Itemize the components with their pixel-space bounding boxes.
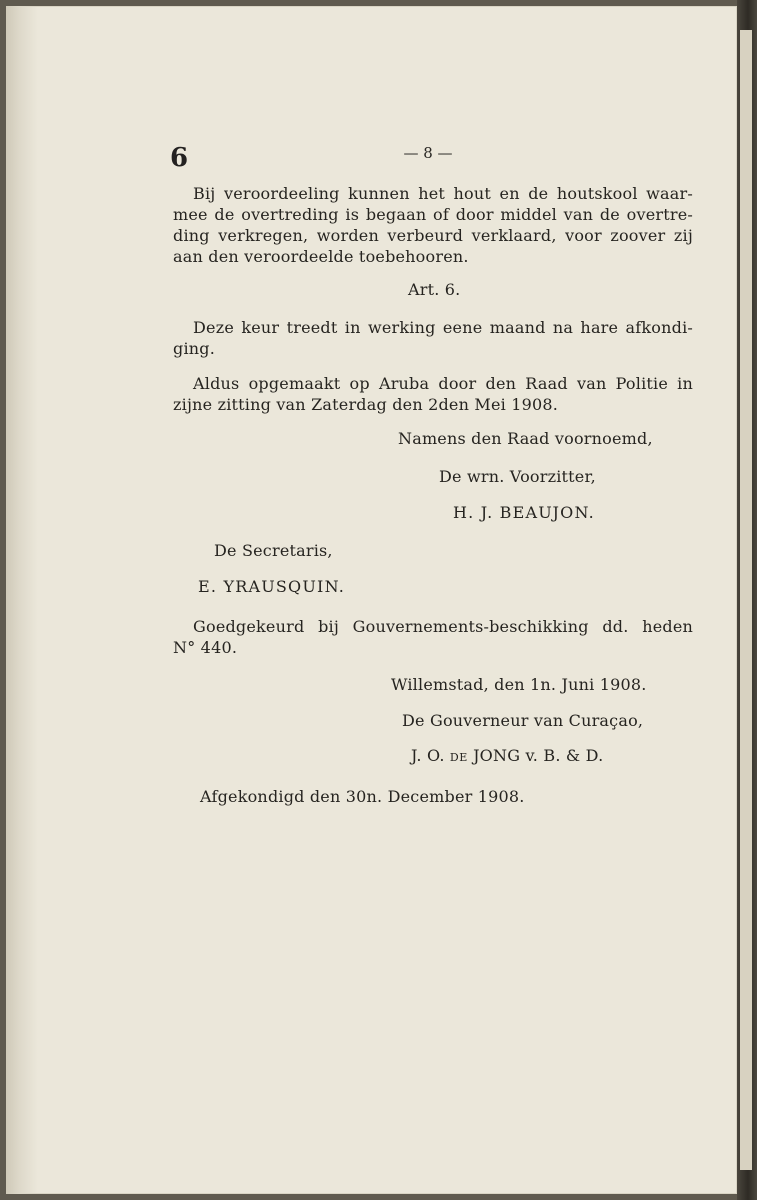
article-heading: Art. 6. [408,280,461,299]
paragraph-line: ding verkregen, worden verbeurd verklaard, voor zoover zij [173,226,693,245]
secretary-role: De Secretaris, [214,541,333,560]
approval-line: N° 440. [173,638,238,657]
council-line: Namens den Raad voornoemd, [398,429,653,448]
governor-name-particle: DE [449,751,468,764]
page-number: — 8 — [403,144,453,162]
chairman-name: H. J. BEAUJON. [453,503,595,522]
paragraph-line: zijne zitting van Zaterdag den 2den Mei 1908. [173,395,559,414]
governor-name-prefix: J. O. [411,746,445,765]
paragraph-line: mee de overtreding is begaan of door middel van de overtre- [173,205,693,224]
paragraph-line: aan den veroordeelde toebehooren. [173,247,469,266]
leaf-number: 6 [170,143,189,173]
secretary-name: E. YRAUSQUIN. [198,577,346,596]
paragraph-line: ging. [173,339,215,358]
page-shadow [6,6,38,1194]
proclamation-line: Afgekondigd den 30n. December 1908. [200,787,525,806]
chairman-role: De wrn. Voorzitter, [439,467,596,486]
paragraph-line: Bij veroordeeling kunnen het hout en de houtskool waar- [193,184,693,203]
approval-line: Goedgekeurd bij Gouvernements-beschikking dd. heden [193,617,693,636]
paragraph-line: Aldus opgemaakt op Aruba door den Raad van Politie in [193,374,693,393]
governor-name-suffix: JONG v. B. & D. [473,746,604,765]
governor-name [411,746,603,768]
governor-title: De Gouverneur van Curaçao, [402,711,644,730]
paragraph-line: Deze keur treedt in werking eene maand na hare afkondi- [193,318,693,337]
next-page-edge [740,30,752,1170]
place-date: Willemstad, den 1n. Juni 1908. [391,675,647,694]
